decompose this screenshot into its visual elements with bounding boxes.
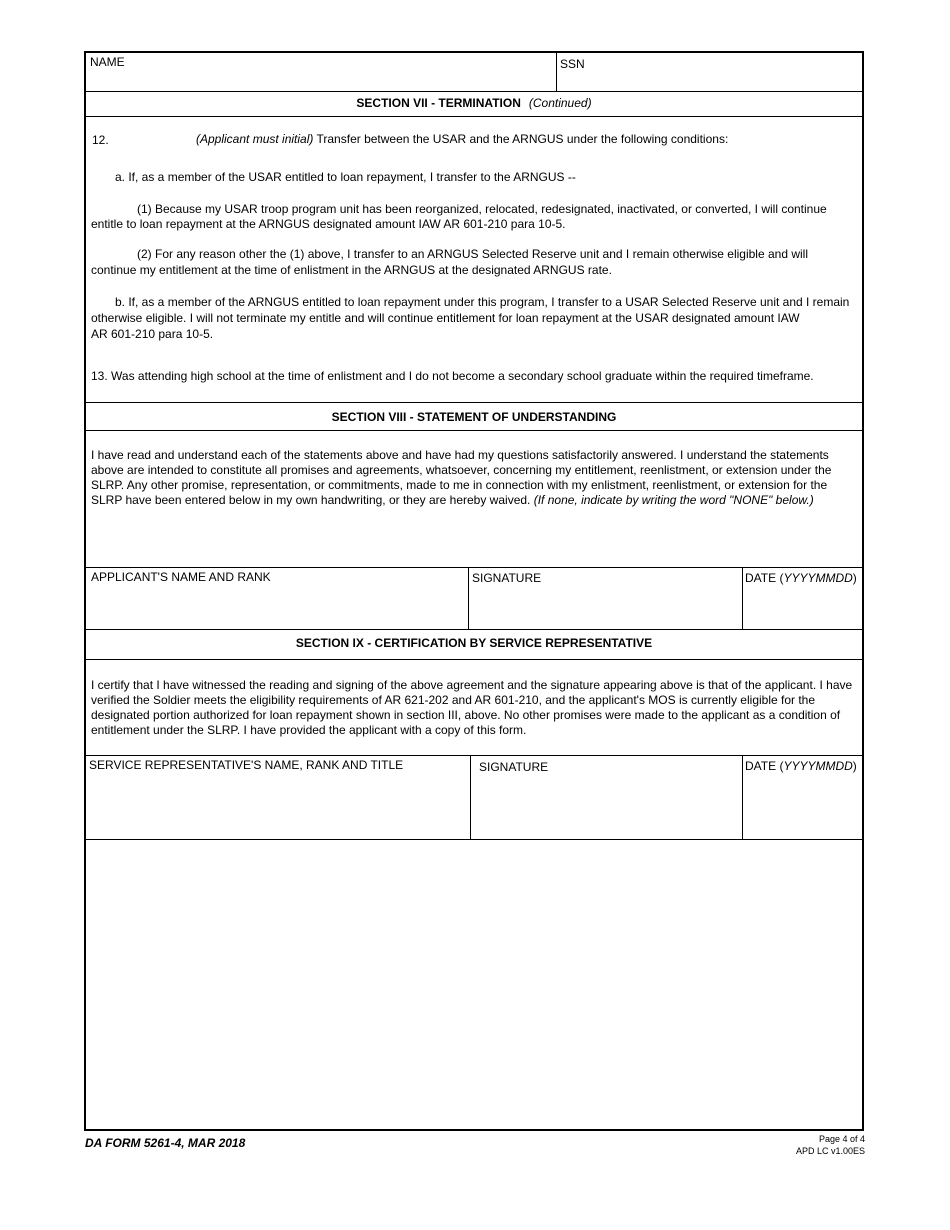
divider: [86, 402, 862, 403]
page-number: Page 4 of 4: [818, 1134, 865, 1144]
section-7-title-text: SECTION VII - TERMINATION: [356, 96, 521, 110]
item-12-text: Transfer between the USAR and the ARNGUS under the following conditions:: [316, 132, 729, 146]
section-7-continued: (Continued): [528, 96, 592, 110]
divider: [86, 567, 862, 568]
applicant-date-text: DATE (: [745, 571, 784, 585]
certification-line-2: verified the Soldier meets the eligibility requirements of AR 621-202 and AR 601-210, and the applicant's MOS is currently eligible for the: [91, 693, 816, 707]
item-12a1-line1: (1) Because my USAR troop program unit has been reorganized, relocated, redesignated, inactivated, or converted, I will continue: [137, 202, 827, 216]
applicant-date-input[interactable]: [744, 586, 860, 624]
rep-date-label: [745, 759, 857, 773]
rep-date-input[interactable]: [744, 774, 860, 836]
divider: [556, 53, 557, 91]
form-page: [84, 51, 864, 1131]
item-12-number: 12.: [92, 133, 109, 147]
rep-signature-label: SIGNATURE: [479, 760, 549, 774]
section-9-title: SECTION IX - CERTIFICATION BY SERVICE REPRESENTATIVE: [295, 636, 653, 650]
divider: [470, 755, 471, 839]
divider: [86, 430, 862, 431]
ssn-input[interactable]: [558, 71, 858, 89]
form-identifier: DA FORM 5261-4, MAR 2018: [85, 1136, 246, 1150]
statement-line-4: SLRP have been entered below in my own handwriting, or they are hereby waived.: [91, 493, 531, 507]
divider: [86, 116, 862, 117]
item-12a-text: a. If, as a member of the USAR entitled to loan repayment, I transfer to the ARNGUS --: [115, 170, 576, 184]
divider: [86, 659, 862, 660]
form-version: APD LC v1.00ES: [795, 1146, 865, 1156]
statement-note: (If none, indicate by writing the word "NONE" below.): [533, 493, 814, 507]
divider: [86, 629, 862, 630]
item-12a1-line2: entitle to loan repayment at the ARNGUS designated amount IAW AR 601-210 para 10-5.: [91, 217, 566, 231]
applicant-date-format: YYYYMMDD: [783, 571, 853, 585]
section-8-title: SECTION VIII - STATEMENT OF UNDERSTANDING: [331, 410, 617, 424]
divider: [468, 567, 469, 629]
rep-date-format: YYYYMMDD: [783, 759, 853, 773]
certification-line-3: designated portion authorized for loan repayment shown in section III, above. No other promises were made to the applicant as a condition of: [91, 708, 841, 722]
statement-line-2: above are intended to constitute all promises and agreements, whatsoever, concerning my entitlement, reenlistment, or extension under the: [91, 463, 832, 477]
item-12-initial-note: (Applicant must initial): [196, 132, 314, 146]
statement-line-3: SLRP. Any other promise, representation, or commitments, made to me in connection with my enlistment, reenlistment, or extension for the: [91, 478, 828, 492]
rep-name-input[interactable]: [88, 774, 466, 836]
applicant-name-label: APPLICANT'S NAME AND RANK: [91, 570, 271, 584]
additional-promises-input[interactable]: [90, 511, 858, 563]
ssn-label: SSN: [560, 57, 585, 71]
divider: [86, 839, 862, 840]
rep-signature-field[interactable]: [472, 776, 740, 836]
name-label: NAME: [90, 55, 125, 69]
item-12-initial-input[interactable]: [116, 132, 190, 148]
certification-line-4: entitlement under the SLRP. I have provided the applicant with a copy of this form.: [91, 723, 527, 737]
applicant-date-label: [745, 571, 857, 585]
item-12b-line2: otherwise eligible. I will not terminate my entitle and will continue entitlement for loan repayment at the USAR designated amount IAW: [91, 311, 800, 325]
divider: [742, 755, 743, 839]
applicant-signature-label: SIGNATURE: [472, 571, 542, 585]
name-input[interactable]: [88, 69, 552, 89]
item-13-text: 13. Was attending high school at the time of enlistment and I do not become a secondary school graduate within the required timeframe.: [91, 369, 814, 383]
item-12a2-line2: continue my entitlement at the time of enlistment in the ARNGUS at the designated ARNGUS rate.: [91, 263, 612, 277]
page-info: [796, 1133, 865, 1157]
applicant-signature-field[interactable]: [470, 586, 740, 626]
remarks-area[interactable]: [90, 845, 858, 1125]
rep-date-text: DATE (: [745, 759, 784, 773]
applicant-name-input[interactable]: [88, 586, 466, 624]
rep-name-label: SERVICE REPRESENTATIVE'S NAME, RANK AND TITLE: [89, 758, 404, 772]
divider: [742, 567, 743, 629]
divider: [86, 91, 862, 92]
item-12b-line1: b. If, as a member of the ARNGUS entitled to loan repayment under this program, I transfer to a USAR Selected Reserve unit and I remain: [115, 295, 850, 309]
section-7-title: [86, 96, 862, 110]
divider: [86, 755, 862, 756]
certification-line-1: I certify that I have witnessed the reading and signing of the above agreement and the signature appearing above is that of the applicant. I have: [91, 678, 853, 692]
item-12a2-line1: (2) For any reason other the (1) above, I transfer to an ARNGUS Selected Reserve unit and I remain otherwise eligible and will: [137, 247, 808, 261]
applicant-date-close: ): [852, 571, 857, 585]
item-12b-line3: AR 601-210 para 10-5.: [91, 327, 214, 341]
statement-line-1: I have read and understand each of the statements above and have had my questions satisfactorily answered. I understand the statements: [91, 448, 829, 462]
rep-date-close: ): [852, 759, 857, 773]
